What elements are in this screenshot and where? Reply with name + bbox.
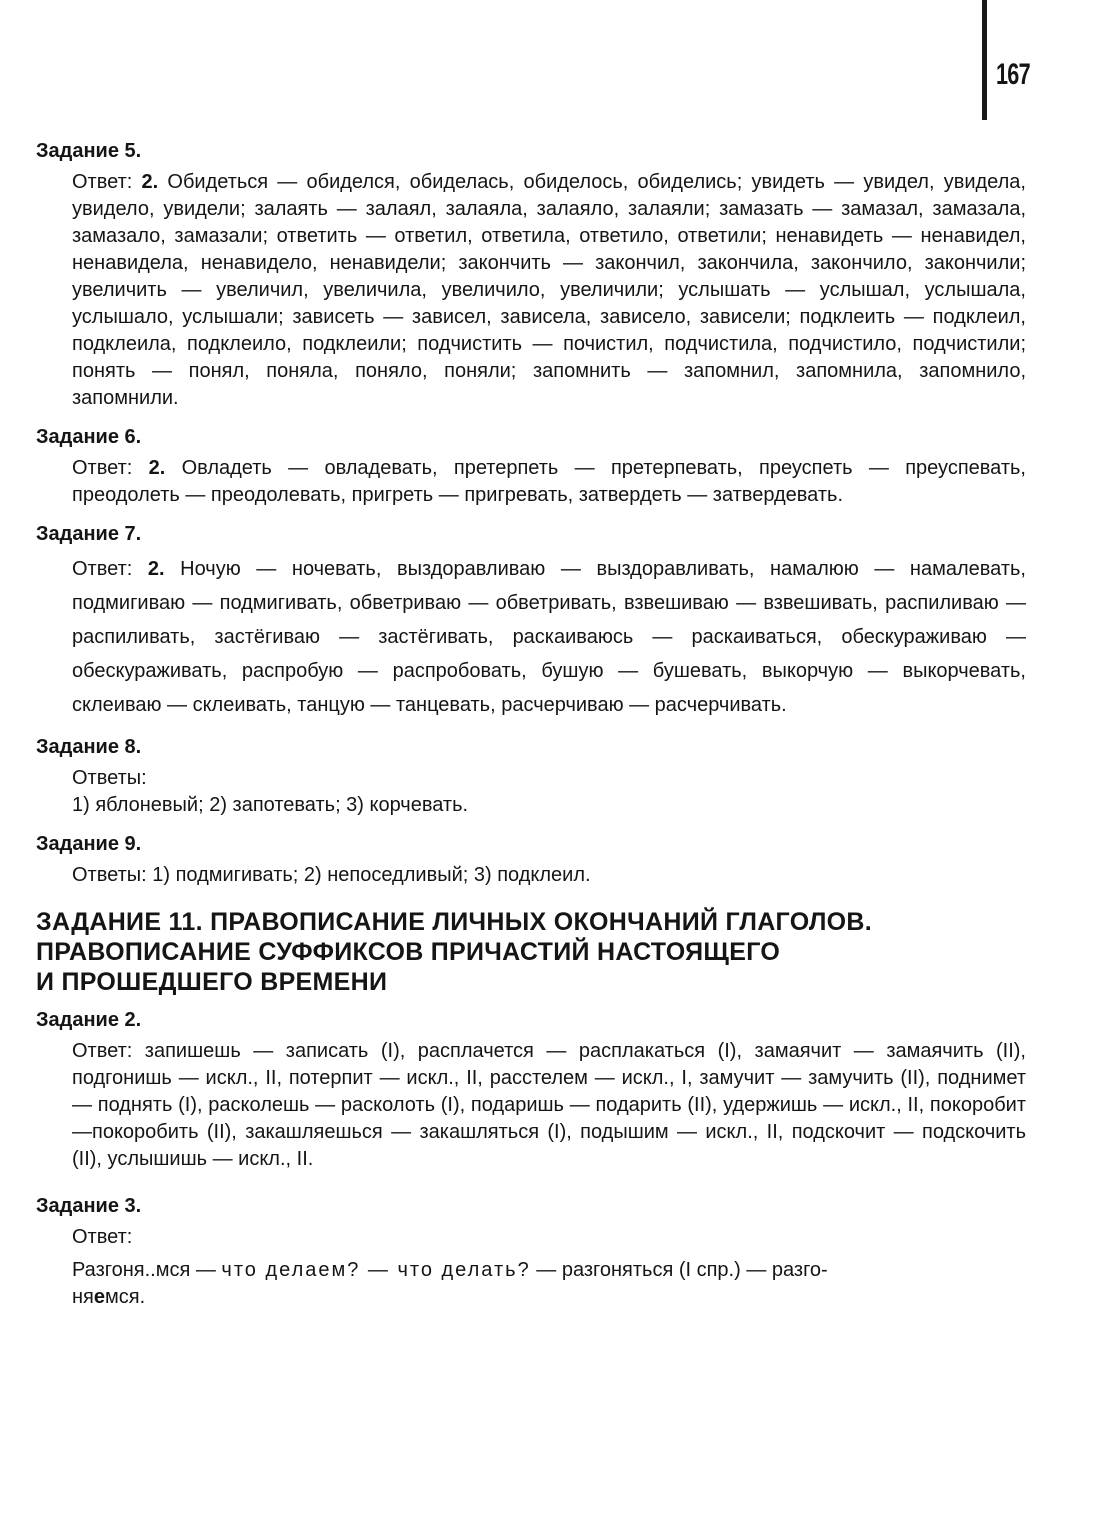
task-title: Задание 6. [36, 426, 142, 448]
task-answer [72, 169, 1026, 412]
task-7 [36, 523, 1026, 722]
task-6 [36, 426, 1026, 509]
task-answer [72, 552, 1026, 722]
task-answer [72, 765, 1026, 819]
section-heading-line: ПРАВОПИСАНИЕ СУФФИКСОВ ПРИЧАСТИЙ НАСТОЯЩЕГО [36, 938, 781, 966]
section-heading-line: ЗАДАНИЕ 11. ПРАВОПИСАНИЕ ЛИЧНЫХ ОКОНЧАНИЙ ГЛАГОЛОВ. [36, 908, 873, 936]
answer-text: 1) яблоневый; 2) запотевать; 3) корчевать. [72, 794, 469, 816]
page-content [36, 140, 1026, 1325]
answer-number: 2. [147, 558, 165, 580]
task-answer [72, 1224, 1026, 1311]
task-8 [36, 736, 1026, 819]
answer-lead: Ответ: [72, 171, 142, 193]
task-answer [72, 455, 1026, 509]
answer-text [72, 1257, 1026, 1311]
answer-infinitive: — разгоняться (I спр.) — разго- [530, 1259, 828, 1281]
answer-word-end: ня [72, 1286, 94, 1308]
section-heading-line: И ПРОШЕДШЕГО ВРЕМЕНИ [36, 968, 388, 996]
task-9 [36, 833, 1026, 889]
answer-lead: Ответ: [72, 457, 149, 479]
answer-text: Обидеться — обиделся, обиделась, обиделось, обиделись; увидеть — увидел, увидела, увидело, увидели; залаять — залаял, залаяла, залаяло, залаяли; замазать — замазал, замазала, замазало, замазали; ответить — ответил, ответила, ответило, ответили; ненавидеть — ненавидел, ненавидела, ненавидело, ненавидели; закончить — закончил, закончила, закончило, закончили; увеличить — увеличил, увеличила, увеличило, увеличили; услышать — услышал, услышала, услышало, услышали; зависеть — зависел, зависела, зависело, зависели; подклеить — подклеил, подклеила, подклеило, подклеили; подчистить — почистил, подчистила, подчистило, подчистили; понять — понял, поняла, поняло, поняли; запомнить — запомнил, запомнила, запомнило, запомнили. [72, 171, 1026, 409]
section-heading [36, 907, 1026, 997]
answer-number: 2. [141, 171, 159, 193]
answer-label: Ответ: [72, 1226, 133, 1248]
task-title: Задание 8. [36, 736, 142, 758]
answer-word: Разгоня..мся — [72, 1259, 222, 1281]
task-3 [36, 1195, 1026, 1311]
task-2 [36, 1009, 1026, 1173]
answer-questions: что делаем? — что делать? [221, 1259, 531, 1281]
task-title: Задание 3. [36, 1195, 142, 1217]
task-answer [72, 862, 1026, 889]
answer-word-end: мся. [105, 1286, 146, 1308]
answer-label: Ответы: [72, 767, 147, 789]
answer-text: Ответы: 1) подмигивать; 2) непоседливый; 3) подклеил. [72, 864, 591, 886]
task-title: Задание 2. [36, 1009, 142, 1031]
task-answer: Ответ: запишешь — записать (I), расплачется — расплакаться (I), замаячит — замаячить (II), подгонишь — искл., II, потерпит — искл., II, расстелем — искл., I, замучит — замучить (II), поднимет — поднять (I), расколешь — расколоть (I), подаришь — подарить (II), удержишь — искл., II, покоробит —покоробить (II), закашляешься — закашляться (I), подышим — искл., II, подскочит — подскочить (II), услышишь — искл., II. [72, 1040, 1026, 1170]
answer-text: Ночую — ночевать, выздоравливаю — выздоравливать, намалюю — намалевать, подмигиваю — подмигивать, обветриваю — обветривать, взвешиваю — взвешивать, распиливаю — распиливать, застёгиваю — застёгивать, раскаиваюсь — раскаиваться, обескураживаю — обескураживать, распробую — распробовать, бушую — бушевать, выкорчую — выкорчевать, склеиваю — склеивать, танцую — танцевать, расчерчиваю — расчерчивать. [72, 558, 1026, 716]
task-title: Задание 5. [36, 140, 142, 162]
page-margin-rule [982, 0, 987, 120]
page-number: 167 [996, 58, 1030, 91]
task-5 [36, 140, 1026, 412]
answer-text: Овладеть — овладевать, претерпеть — претерпевать, преуспеть — преуспевать, преодолеть — преодолевать, пригреть — пригревать, затвердеть — затвердевать. [72, 457, 1026, 506]
answer-highlight-letter: е [93, 1286, 105, 1308]
task-title: Задание 7. [36, 523, 142, 545]
answer-lead: Ответ: [72, 558, 148, 580]
answer-number: 2. [148, 457, 166, 479]
task-title: Задание 9. [36, 833, 142, 855]
